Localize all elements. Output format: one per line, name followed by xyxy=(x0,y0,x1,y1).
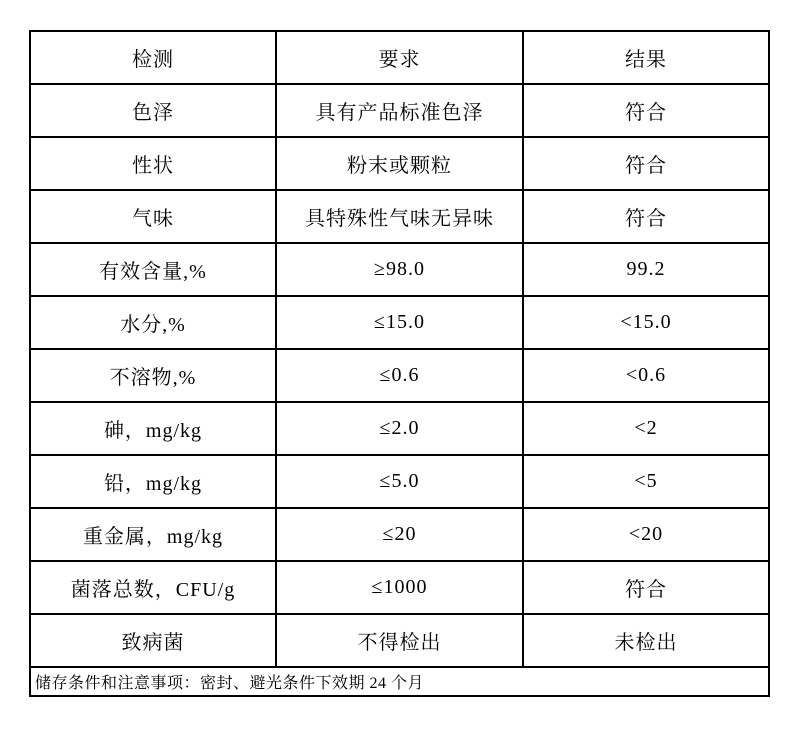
cell-result: <0.6 xyxy=(523,349,769,402)
table-footer-row xyxy=(30,667,769,696)
cell-result: 99.2 xyxy=(523,243,769,296)
header-cell-result: 结果 xyxy=(523,31,769,84)
cell-test-item: 性状 xyxy=(30,137,276,190)
cell-result: <15.0 xyxy=(523,296,769,349)
table-header-row xyxy=(30,31,769,84)
cell-test-item: 有效含量,% xyxy=(30,243,276,296)
cell-result: 符合 xyxy=(523,84,769,137)
table-row xyxy=(30,84,769,137)
cell-test-item: 色泽 xyxy=(30,84,276,137)
cell-result: <5 xyxy=(523,455,769,508)
cell-requirement: ≥98.0 xyxy=(276,243,523,296)
cell-test-item: 砷，mg/kg xyxy=(30,402,276,455)
cell-requirement: ≤2.0 xyxy=(276,402,523,455)
table-row xyxy=(30,614,769,667)
cell-test-item: 菌落总数，CFU/g xyxy=(30,561,276,614)
cell-test-item: 致病菌 xyxy=(30,614,276,667)
cell-test-item: 不溶物,% xyxy=(30,349,276,402)
cell-result: 符合 xyxy=(523,561,769,614)
cell-result: <2 xyxy=(523,402,769,455)
cell-test-item: 重金属，mg/kg xyxy=(30,508,276,561)
cell-test-item: 气味 xyxy=(30,190,276,243)
table-row xyxy=(30,296,769,349)
header-cell-test-item: 检测 xyxy=(30,31,276,84)
cell-test-item: 铅，mg/kg xyxy=(30,455,276,508)
table-row xyxy=(30,190,769,243)
cell-requirement: 具有产品标准色泽 xyxy=(276,84,523,137)
cell-requirement: ≤5.0 xyxy=(276,455,523,508)
table-row xyxy=(30,455,769,508)
inspection-result-table xyxy=(29,30,770,697)
table-row xyxy=(30,508,769,561)
cell-requirement: ≤20 xyxy=(276,508,523,561)
header-cell-requirement: 要求 xyxy=(276,31,523,84)
cell-result: <20 xyxy=(523,508,769,561)
cell-result: 未检出 xyxy=(523,614,769,667)
cell-requirement: ≤0.6 xyxy=(276,349,523,402)
cell-requirement: 不得检出 xyxy=(276,614,523,667)
cell-requirement: ≤15.0 xyxy=(276,296,523,349)
table-row xyxy=(30,137,769,190)
table-row xyxy=(30,349,769,402)
cell-requirement: 具特殊性气味无异味 xyxy=(276,190,523,243)
cell-requirement: 粉末或颗粒 xyxy=(276,137,523,190)
cell-result: 符合 xyxy=(523,137,769,190)
table-row xyxy=(30,561,769,614)
table-row xyxy=(30,243,769,296)
cell-requirement: ≤1000 xyxy=(276,561,523,614)
cell-test-item: 水分,% xyxy=(30,296,276,349)
table-row xyxy=(30,402,769,455)
cell-result: 符合 xyxy=(523,190,769,243)
storage-note: 储存条件和注意事项：密封、避光条件下效期 24 个月 xyxy=(30,667,769,696)
